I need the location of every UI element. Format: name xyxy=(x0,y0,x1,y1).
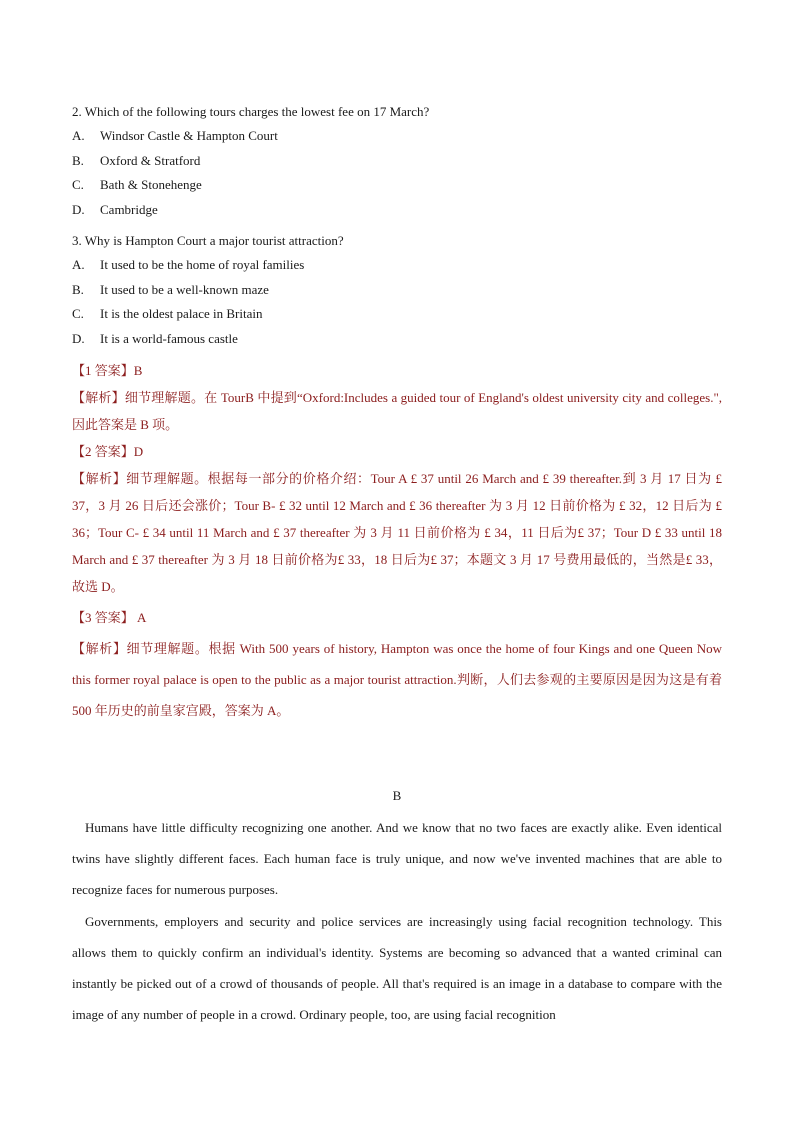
passage-paragraph-1: Humans have little difficulty recognizing one another. And we know that no two faces are exactly alike. Even identical twins have slightly different faces. Each human face is truly unique, and now we've invented machines that are able to recognize faces for numerous purposes. xyxy=(72,820,722,898)
option-c: C. It is the oldest palace in Britain xyxy=(72,306,263,321)
question-3 xyxy=(72,229,722,351)
answer-label-3: 【3 答案】 A xyxy=(72,610,147,625)
option-c: C. Bath & Stonehenge xyxy=(72,177,202,192)
question-stem: 3. Why is Hampton Court a major tourist attraction? xyxy=(72,233,344,248)
question-stem: 2. Which of the following tours charges the lowest fee on 17 March? xyxy=(72,104,430,119)
reading-passage xyxy=(72,812,722,1030)
option-a: A. Windsor Castle & Hampton Court xyxy=(72,128,278,143)
option-d: D. Cambridge xyxy=(72,201,158,217)
explanation-3: 【解析】细节理解题。根据 With 500 years of history, Hampton was once the home of four Kings and one Queen Now this former royal palace is open to the public as a major tourist attraction.判断，人们去参观的主要原因是因为这是有着 500 年历史的前皇家宫殿，答案为 A。 xyxy=(72,641,722,718)
answer-key xyxy=(72,357,722,726)
option-a: A. It used to be the home of royal families xyxy=(72,257,305,272)
answer-label-2: 【2 答案】D xyxy=(72,444,144,459)
option-b: B. It used to be a well-known maze xyxy=(72,281,269,297)
question-2 xyxy=(72,100,722,222)
passage-paragraph-2: Governments, employers and security and police services are increasingly using facial recognition technology. This allows them to quickly confirm an individual's identity. Systems are becoming so advanced that a wanted criminal can instantly be picked out of a crowd of thousands of people. All that's required is an image in a database to compare with the image of any number of people in a crowd. Ordinary people, too, are using facial recognition xyxy=(72,913,722,1023)
option-d: D. It is a world-famous castle xyxy=(72,330,238,346)
explanation-1: 【解析】细节理解题。在 TourB 中提到“Oxford:Includes a guided tour of England's oldest university city and colleges.",因此答案是 B 项。 xyxy=(72,390,722,432)
answer-label-1: 【1 答案】B xyxy=(72,363,143,378)
section-title: B xyxy=(392,788,402,803)
explanation-2: 【解析】细节理解题。根据每一部分的价格介绍：Tour A £ 37 until 26 March and £ 39 thereafter.到 3 月 17 日为 £ 37，3 月 26 日后还会涨价；Tour B- £ 32 until 12 March and £ 36 thereafter 为 3 月 12 日前价格为 £ 32，12 日后为 £ 36；Tour C- £ 34 until 11 March and £ 37 thereafter 为 3 月 11 日前价格为 £ 34，11 日后为£ 37；Tour D £ 33 until 18 March and £ 37 thereafter 为 3 月 18 日前价格为£ 33，18 日后为£ 37；本题文 3 月 17 号费用最低的，当然是£ 33，故选 D。 xyxy=(72,471,722,594)
worksheet-page xyxy=(72,100,722,1023)
option-b: B. Oxford & Stratford xyxy=(72,152,201,168)
